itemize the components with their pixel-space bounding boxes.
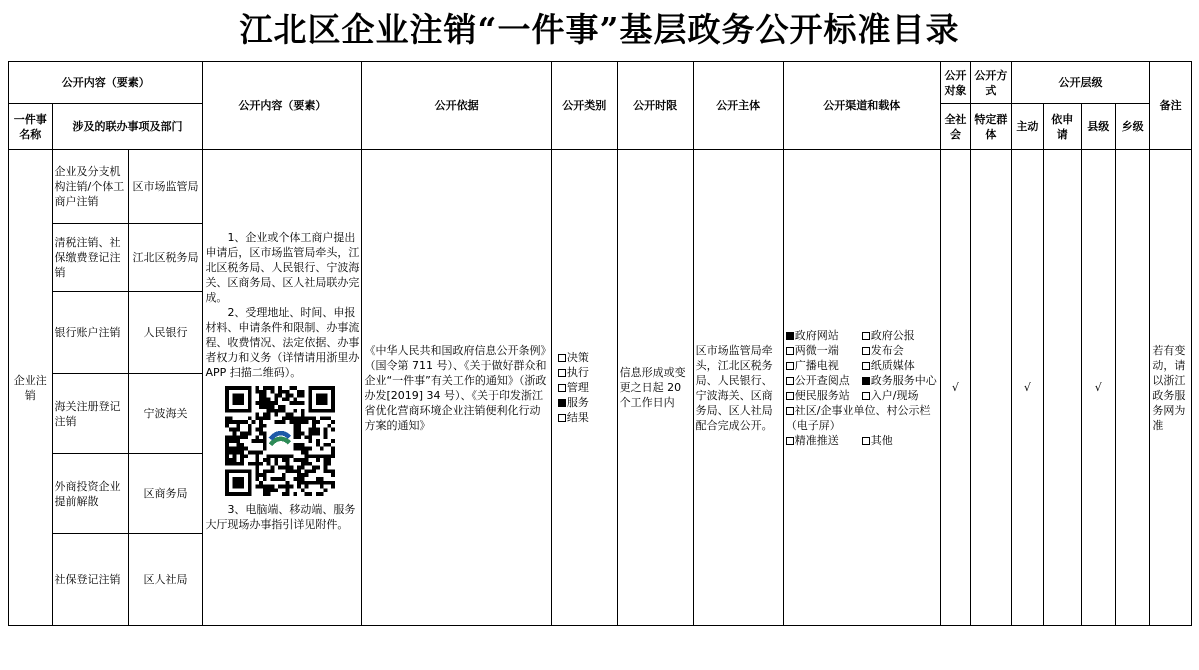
- channel-option: [862, 343, 938, 358]
- channel-option: [786, 358, 862, 373]
- category-label: 执行: [566, 366, 589, 379]
- item-name-cell: 企业注销: [9, 150, 53, 626]
- channel-label: 广播电视: [794, 358, 839, 372]
- channel-option: [786, 433, 862, 448]
- channel-option: [786, 373, 862, 388]
- audience-specific-cell: [971, 150, 1012, 626]
- category-list: [558, 350, 615, 425]
- checkbox-icon: [862, 347, 870, 355]
- header-content-elements-group: 公开内容（要素）: [9, 62, 203, 104]
- content-para-1: 1、企业或个体工商户提出申请后，区市场监管局牵头，江北区税务局、人民银行、宁波海关、区商务局、区人社局联办完成。: [205, 231, 360, 304]
- level-active-cell: √: [1011, 150, 1043, 626]
- dept-cell: 区商务局: [128, 454, 203, 534]
- checkbox-icon: [786, 407, 794, 415]
- channel-label: 发布会: [870, 343, 904, 357]
- checkbox-icon: [558, 354, 566, 362]
- level-township-cell: [1115, 150, 1149, 626]
- checkbox-icon: [558, 384, 566, 392]
- checkbox-icon: [786, 437, 794, 445]
- sub-item-cell: 社保登记注销: [52, 534, 128, 626]
- dept-cell: 人民银行: [128, 292, 203, 374]
- table-row: [9, 150, 1192, 224]
- sub-item-cell: 清税注销、社保缴费登记注销: [52, 224, 128, 292]
- channel-option: [862, 433, 938, 448]
- channel-option: [862, 358, 938, 373]
- channel-label: 社区/企事业单位、村公示栏（电子屏）: [785, 403, 931, 432]
- header-method: 公开方式: [971, 62, 1012, 104]
- checkbox-icon: [786, 392, 794, 400]
- qr-code-icon[interactable]: [225, 386, 335, 496]
- checked-box-icon: [558, 399, 566, 407]
- channel-label: 纸质媒体: [870, 358, 915, 372]
- channel-label: 入户/现场: [870, 388, 919, 402]
- checkbox-icon: [558, 369, 566, 377]
- category-option: [558, 395, 615, 410]
- sub-item-cell: 企业及分支机构注销/个体工商户注销: [52, 150, 128, 224]
- header-time-limit: 公开时限: [617, 62, 693, 150]
- header-content-elements: 公开内容（要素）: [203, 62, 362, 150]
- channels-cell: [783, 150, 940, 626]
- header-channels: 公开渠道和载体: [783, 62, 940, 150]
- channel-option: [862, 328, 938, 343]
- sub-item-cell: 外商投资企业提前解散: [52, 454, 128, 534]
- checkbox-icon: [862, 437, 870, 445]
- checkbox-icon: [862, 392, 870, 400]
- header-category: 公开类别: [551, 62, 617, 150]
- category-label: 决策: [566, 351, 589, 364]
- channel-option: [862, 388, 938, 403]
- channel-label: 其他: [870, 433, 893, 447]
- basis-cell: 《中华人民共和国政府信息公开条例》（国令第 711 号）、《关于做好群众和企业“一件事”有关工作的通知》（浙政办发[2019] 34 号）、《关于印发浙江省优化营商环境企业注销便利化行动方案的通知》: [362, 150, 551, 626]
- dept-cell: 区市场监管局: [128, 150, 203, 224]
- header-row-1: [9, 62, 1192, 104]
- category-label: 结果: [566, 411, 589, 424]
- subject-cell: 区市场监管局牵头，江北区税务局、人民银行、宁波海关、区商务局、区人社局配合完成公开。: [693, 150, 783, 626]
- category-option: [558, 410, 615, 425]
- channel-label: 政府网站: [794, 328, 839, 342]
- category-option: [558, 380, 615, 395]
- checkbox-icon: [786, 362, 794, 370]
- header-level-township: 乡级: [1115, 104, 1149, 150]
- header-audience: 公开对象: [940, 62, 970, 104]
- channel-option: [786, 343, 862, 358]
- category-option: [558, 350, 615, 365]
- header-linked-items-depts: 涉及的联办事项及部门: [52, 104, 203, 150]
- content-para-3: 3、电脑端、移动端、服务大厅现场办事指引详见附件。: [205, 503, 356, 531]
- dept-cell: 区人社局: [128, 534, 203, 626]
- header-method-specific: 特定群体: [971, 104, 1012, 150]
- content-para-2: 2、受理地址、时间、申报材料、申请条件和限制、办事流程、收费情况、法定依据、办事者权力和义务（详情请用浙里办 APP 扫描二维码）。: [205, 306, 360, 379]
- time-limit-cell: 信息形成或变更之日起 20 个工作日内: [617, 150, 693, 626]
- checkbox-icon: [786, 347, 794, 355]
- channel-label: 精准推送: [794, 433, 839, 447]
- channel-option: [786, 328, 862, 343]
- directory-table: [8, 61, 1192, 626]
- category-label: 管理: [566, 381, 589, 394]
- channel-option: [862, 373, 938, 388]
- category-option: [558, 365, 615, 380]
- channel-option: [786, 388, 862, 403]
- channel-list: [786, 328, 938, 448]
- checked-box-icon: [786, 332, 794, 340]
- header-level: 公开层级: [1011, 62, 1150, 104]
- audience-all-cell: √: [940, 150, 970, 626]
- sub-item-cell: 海关注册登记注销: [52, 374, 128, 454]
- content-elements-cell: [203, 150, 362, 626]
- channel-label: 两微一端: [794, 343, 839, 357]
- channel-label: 政府公报: [870, 328, 915, 342]
- checkbox-icon: [862, 332, 870, 340]
- dept-cell: 江北区税务局: [128, 224, 203, 292]
- header-basis: 公开依据: [362, 62, 551, 150]
- header-subject: 公开主体: [693, 62, 783, 150]
- header-audience-all: 全社会: [940, 104, 970, 150]
- checkbox-icon: [786, 377, 794, 385]
- channel-label: 公开查阅点: [794, 373, 850, 387]
- page-title: 江北区企业注销“一件事”基层政务公开标准目录: [239, 10, 960, 49]
- header-level-request: 依申请: [1044, 104, 1081, 150]
- level-county-cell: √: [1081, 150, 1115, 626]
- checkbox-icon: [558, 414, 566, 422]
- header-level-county: 县级: [1081, 104, 1115, 150]
- channel-label: 政务服务中心: [870, 373, 937, 387]
- remarks-cell: 若有变动，请以浙江政务服务网为准: [1150, 150, 1192, 626]
- category-label: 服务: [566, 396, 589, 409]
- channel-option: [786, 403, 938, 433]
- sub-item-cell: 银行账户注销: [52, 292, 128, 374]
- channel-label: 便民服务站: [794, 388, 850, 402]
- checked-box-icon: [862, 377, 870, 385]
- category-cell: [551, 150, 617, 626]
- header-remarks: 备注: [1150, 62, 1192, 150]
- dept-cell: 宁波海关: [128, 374, 203, 454]
- header-item-name: 一件事名称: [9, 104, 53, 150]
- level-request-cell: [1044, 150, 1081, 626]
- checkbox-icon: [862, 362, 870, 370]
- header-level-active: 主动: [1011, 104, 1043, 150]
